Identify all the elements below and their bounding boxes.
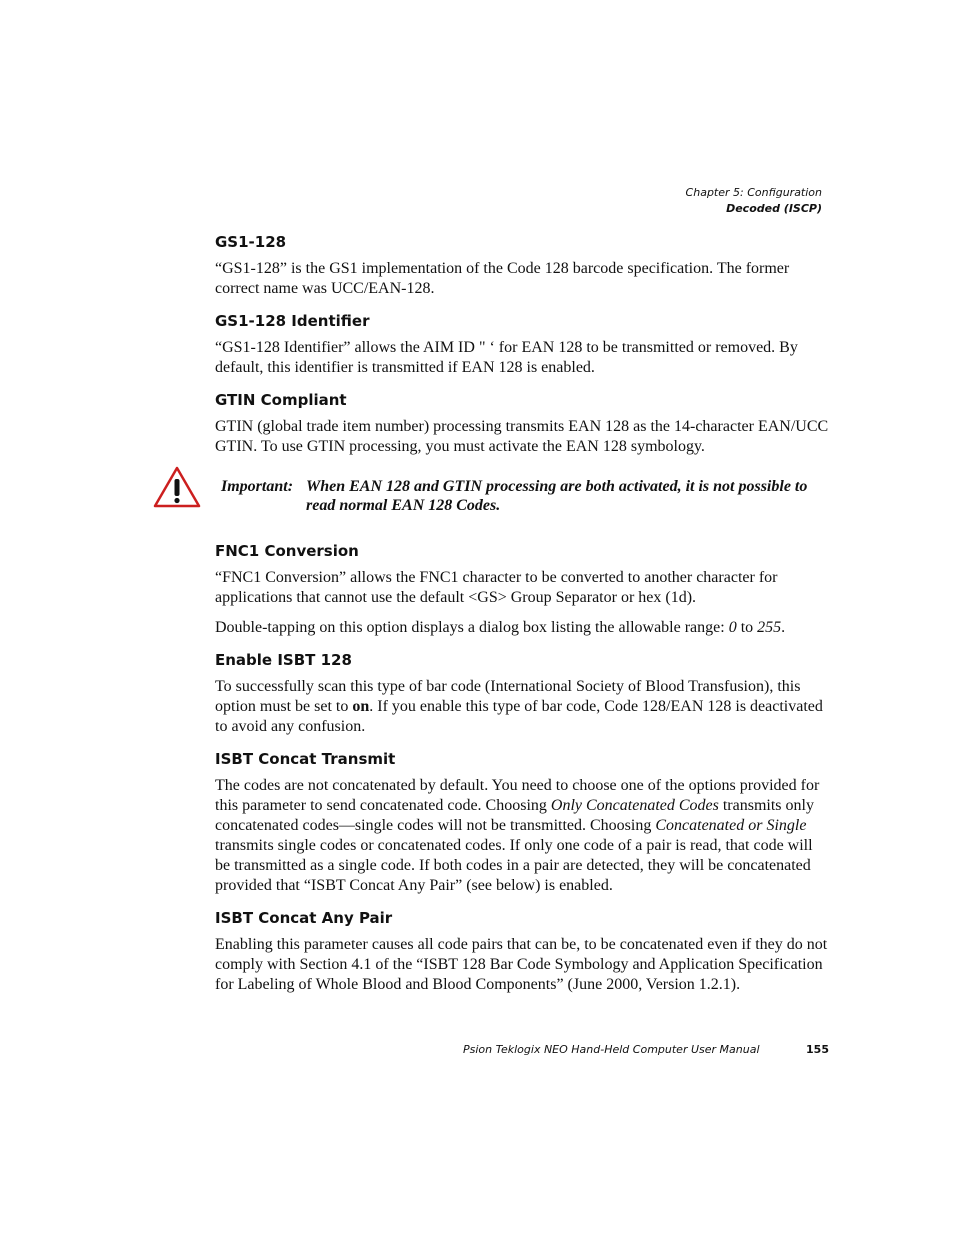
section-isbt-concat-transmit xyxy=(215,749,831,896)
range-min: 0 xyxy=(728,619,737,636)
section-title: GS1-128 xyxy=(215,233,287,251)
section-title: Enable ISBT 128 xyxy=(215,651,352,669)
section-gs1-128-identifier xyxy=(215,311,831,378)
on-value: on xyxy=(352,698,370,715)
important-text: When EAN 128 and GTIN processing are both activated, it is not possible to read normal EAN 128 Codes. xyxy=(306,478,808,514)
section-title: GS1-128 Identifier xyxy=(215,312,370,330)
page-content xyxy=(215,232,831,1007)
section-paragraph: To successfully scan this type of bar code (International Society of Blood Transfusion), this option must be set to on. If you enable this type of bar code, Code 128/EAN 128 is deactivated to avoid any confusion. xyxy=(215,678,823,735)
important-note xyxy=(215,477,831,517)
section-title: ISBT Concat Transmit xyxy=(215,750,396,768)
important-label: Important: xyxy=(221,478,294,495)
warning-triangle-icon xyxy=(153,465,201,509)
section-paragraph: Double-tapping on this option displays a dialog box listing the allowable range: 0 to 255. xyxy=(215,619,786,636)
section-title: GTIN Compliant xyxy=(215,391,347,409)
section-gs1-128 xyxy=(215,232,831,299)
section-title: FNC1 Conversion xyxy=(215,542,359,560)
section-paragraph: Enabling this parameter causes all code pairs that can be, to be concatenated even if they do not comply with Section 4.1 of the “ISBT 128 Bar Code Symbology and Application Specification for Labeling of Whole Blood and Blood Components” (June 2000, Version 1.2.1). xyxy=(215,936,828,993)
section-title: ISBT Concat Any Pair xyxy=(215,909,393,927)
chapter-label: Chapter 5: Configuration xyxy=(685,186,822,199)
section-fnc1-conversion xyxy=(215,541,831,638)
option-concatenated-or-single: Concatenated or Single xyxy=(655,817,807,834)
section-gtin-compliant xyxy=(215,390,831,457)
manual-title: Psion Teklogix NEO Hand-Held Computer User Manual xyxy=(463,1043,760,1056)
section-isbt-concat-any-pair xyxy=(215,908,831,995)
section-enable-isbt-128 xyxy=(215,650,831,737)
section-paragraph: “GS1-128” is the GS1 implementation of the Code 128 barcode specification. The former correct name was UCC/EAN-128. xyxy=(215,260,790,297)
range-max: 255 xyxy=(757,619,782,636)
running-header xyxy=(686,185,822,217)
section-paragraph: “FNC1 Conversion” allows the FNC1 character to be converted to another character for applications that cannot use the default <GS> Group Separator or hex (1d). xyxy=(215,569,778,606)
section-paragraph: GTIN (global trade item number) processing transmits EAN 128 as the 14-character EAN/UCC GTIN. To use GTIN processing, you must activate the EAN 128 symbology. xyxy=(215,418,829,455)
page-number: 155 xyxy=(806,1043,829,1056)
section-label: Decoded (ISCP) xyxy=(726,202,822,215)
option-only-concatenated: Only Concatenated Codes xyxy=(550,797,719,814)
section-paragraph: The codes are not concatenated by default. You need to choose one of the options provided for this parameter to send concatenated code. Choosing Only Concatenated Codes transmits only concatenated codes—single codes will not be transmitted. Choosing Concatenated or Single transmits single codes or concatenated codes. If only one code of a pair is read, that code will be transmitted as a single code. If both codes in a pair are detected, they will be concatenated provided that “ISBT Concat Any Pair” (see below) is enabled. xyxy=(215,777,820,894)
section-paragraph: “GS1-128 Identifier” allows the AIM ID " ‘ for EAN 128 to be transmitted or removed. By default, this identifier is transmitted if EAN 128 is enabled. xyxy=(215,339,798,376)
